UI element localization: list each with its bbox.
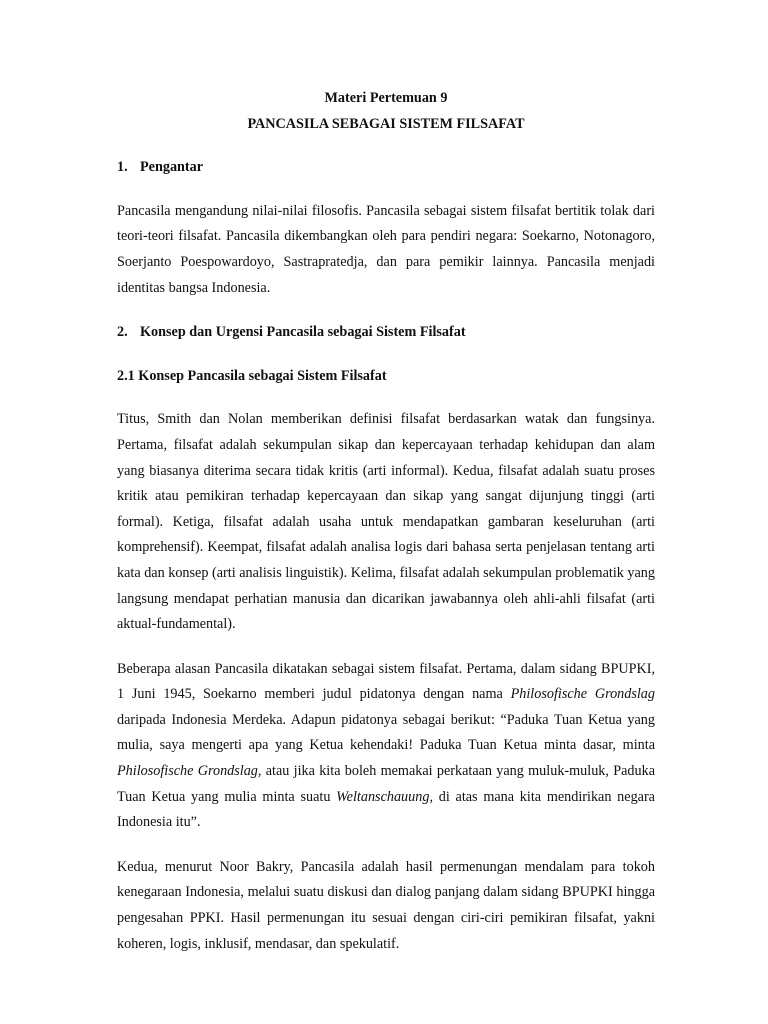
paragraph-pengantar: Pancasila mengandung nilai-nilai filosofis. Pancasila sebagai sistem filsafat bertitik tolak dari teori-teori filsafat. Pancasila dikembangkan oleh para pendiri negara: Soekarno, Notonagoro, Soerjanto Poespowardoyo, Sastrapratedja, dan para pemikir lainnya. Pancasila menjadi identitas bangsa Indonesia. bbox=[117, 202, 655, 296]
italic-term: Philosofische Grondslag bbox=[117, 763, 258, 780]
paragraph-alasan-kedua: Kedua, menurut Noor Bakry, Pancasila adalah hasil permenungan mendalam para tokoh kenegaraan Indonesia, melalui suatu diskusi dan dialog panjang dalam sidang BPUPKI hingga pengesahan PPKI. Hasil permenungan itu sesuai dengan ciri-ciri pemikiran filsafat, yakni koheren, logis, inklusif, mendasar, dan spekulatif. bbox=[117, 858, 655, 952]
section-heading-2-text: Konsep dan Urgensi Pancasila sebagai Sistem Filsafat bbox=[140, 324, 466, 341]
document-page bbox=[117, 86, 655, 957]
section-heading-1-text: Pengantar bbox=[140, 159, 204, 176]
section-heading-2 bbox=[117, 320, 655, 346]
paragraph-definisi-filsafat: Titus, Smith dan Nolan memberikan definisi filsafat berdasarkan watak dan fungsinya. Pertama, filsafat adalah sekumpulan sikap dan kepercayaan terhadap kehidupan dan alam yang biasanya diterima secara tidak kritis (arti informal). Kedua, filsafat adalah suatu proses kritik atau pemikiran terhadap kepercayaan dan sikap yang sangat dijunjung tinggi (arti formal). Ketiga, filsafat adalah usaha untuk mendapatkan gambaran keseluruhan (arti komprehensif). Keempat, filsafat adalah analisa logis dari bahasa serta penjelasan tentang arti kata dan konsep (arti analisis linguistik). Kelima, filsafat adalah sekumpulan problematik yang langsung mendapat perhatian manusia dan dicarikan jawabannya oleh ahli-ahli filsafat (arti aktual-fundamental). bbox=[117, 411, 655, 633]
paragraph-text-run: , atau jika kita boleh memakai perkataan yang muluk-muluk, Paduka Tuan Ketua yang mulia minta suatu bbox=[117, 763, 655, 805]
document-subtitle: Materi Pertemuan 9 bbox=[324, 90, 448, 106]
paragraph-text-run: Beberapa alasan Pancasila dikatakan sebagai sistem filsafat. Pertama, dalam sidang BPUPKI, 1 Juni 1945, Soekarno memberi judul pidatonya dengan nama bbox=[117, 660, 655, 703]
subsection-heading-2-1: 2.1 Konsep Pancasila sebagai Sistem Filsafat bbox=[117, 367, 387, 384]
italic-term: Philosofische Grondslag bbox=[510, 686, 655, 703]
document-title: PANCASILA SEBAGAI SISTEM FILSAFAT bbox=[247, 115, 525, 132]
paragraph-text-run: daripada Indonesia Merdeka. Adapun pidatonya sebagai berikut: “Paduka Tuan Ketua yang mulia, saya mengerti apa yang Ketua kehendaki! Paduka Tuan Ketua minta dasar, minta bbox=[117, 711, 655, 754]
paragraph-alasan-pertama bbox=[117, 657, 655, 836]
italic-term: Weltanschauung bbox=[336, 788, 430, 805]
paragraph-text-run: , di atas mana kita mendirikan negara Indonesia itu”. bbox=[117, 788, 655, 831]
section-number-2: 2. bbox=[117, 324, 128, 341]
section-heading-1 bbox=[117, 155, 655, 181]
section-number-1: 1. bbox=[117, 159, 128, 176]
